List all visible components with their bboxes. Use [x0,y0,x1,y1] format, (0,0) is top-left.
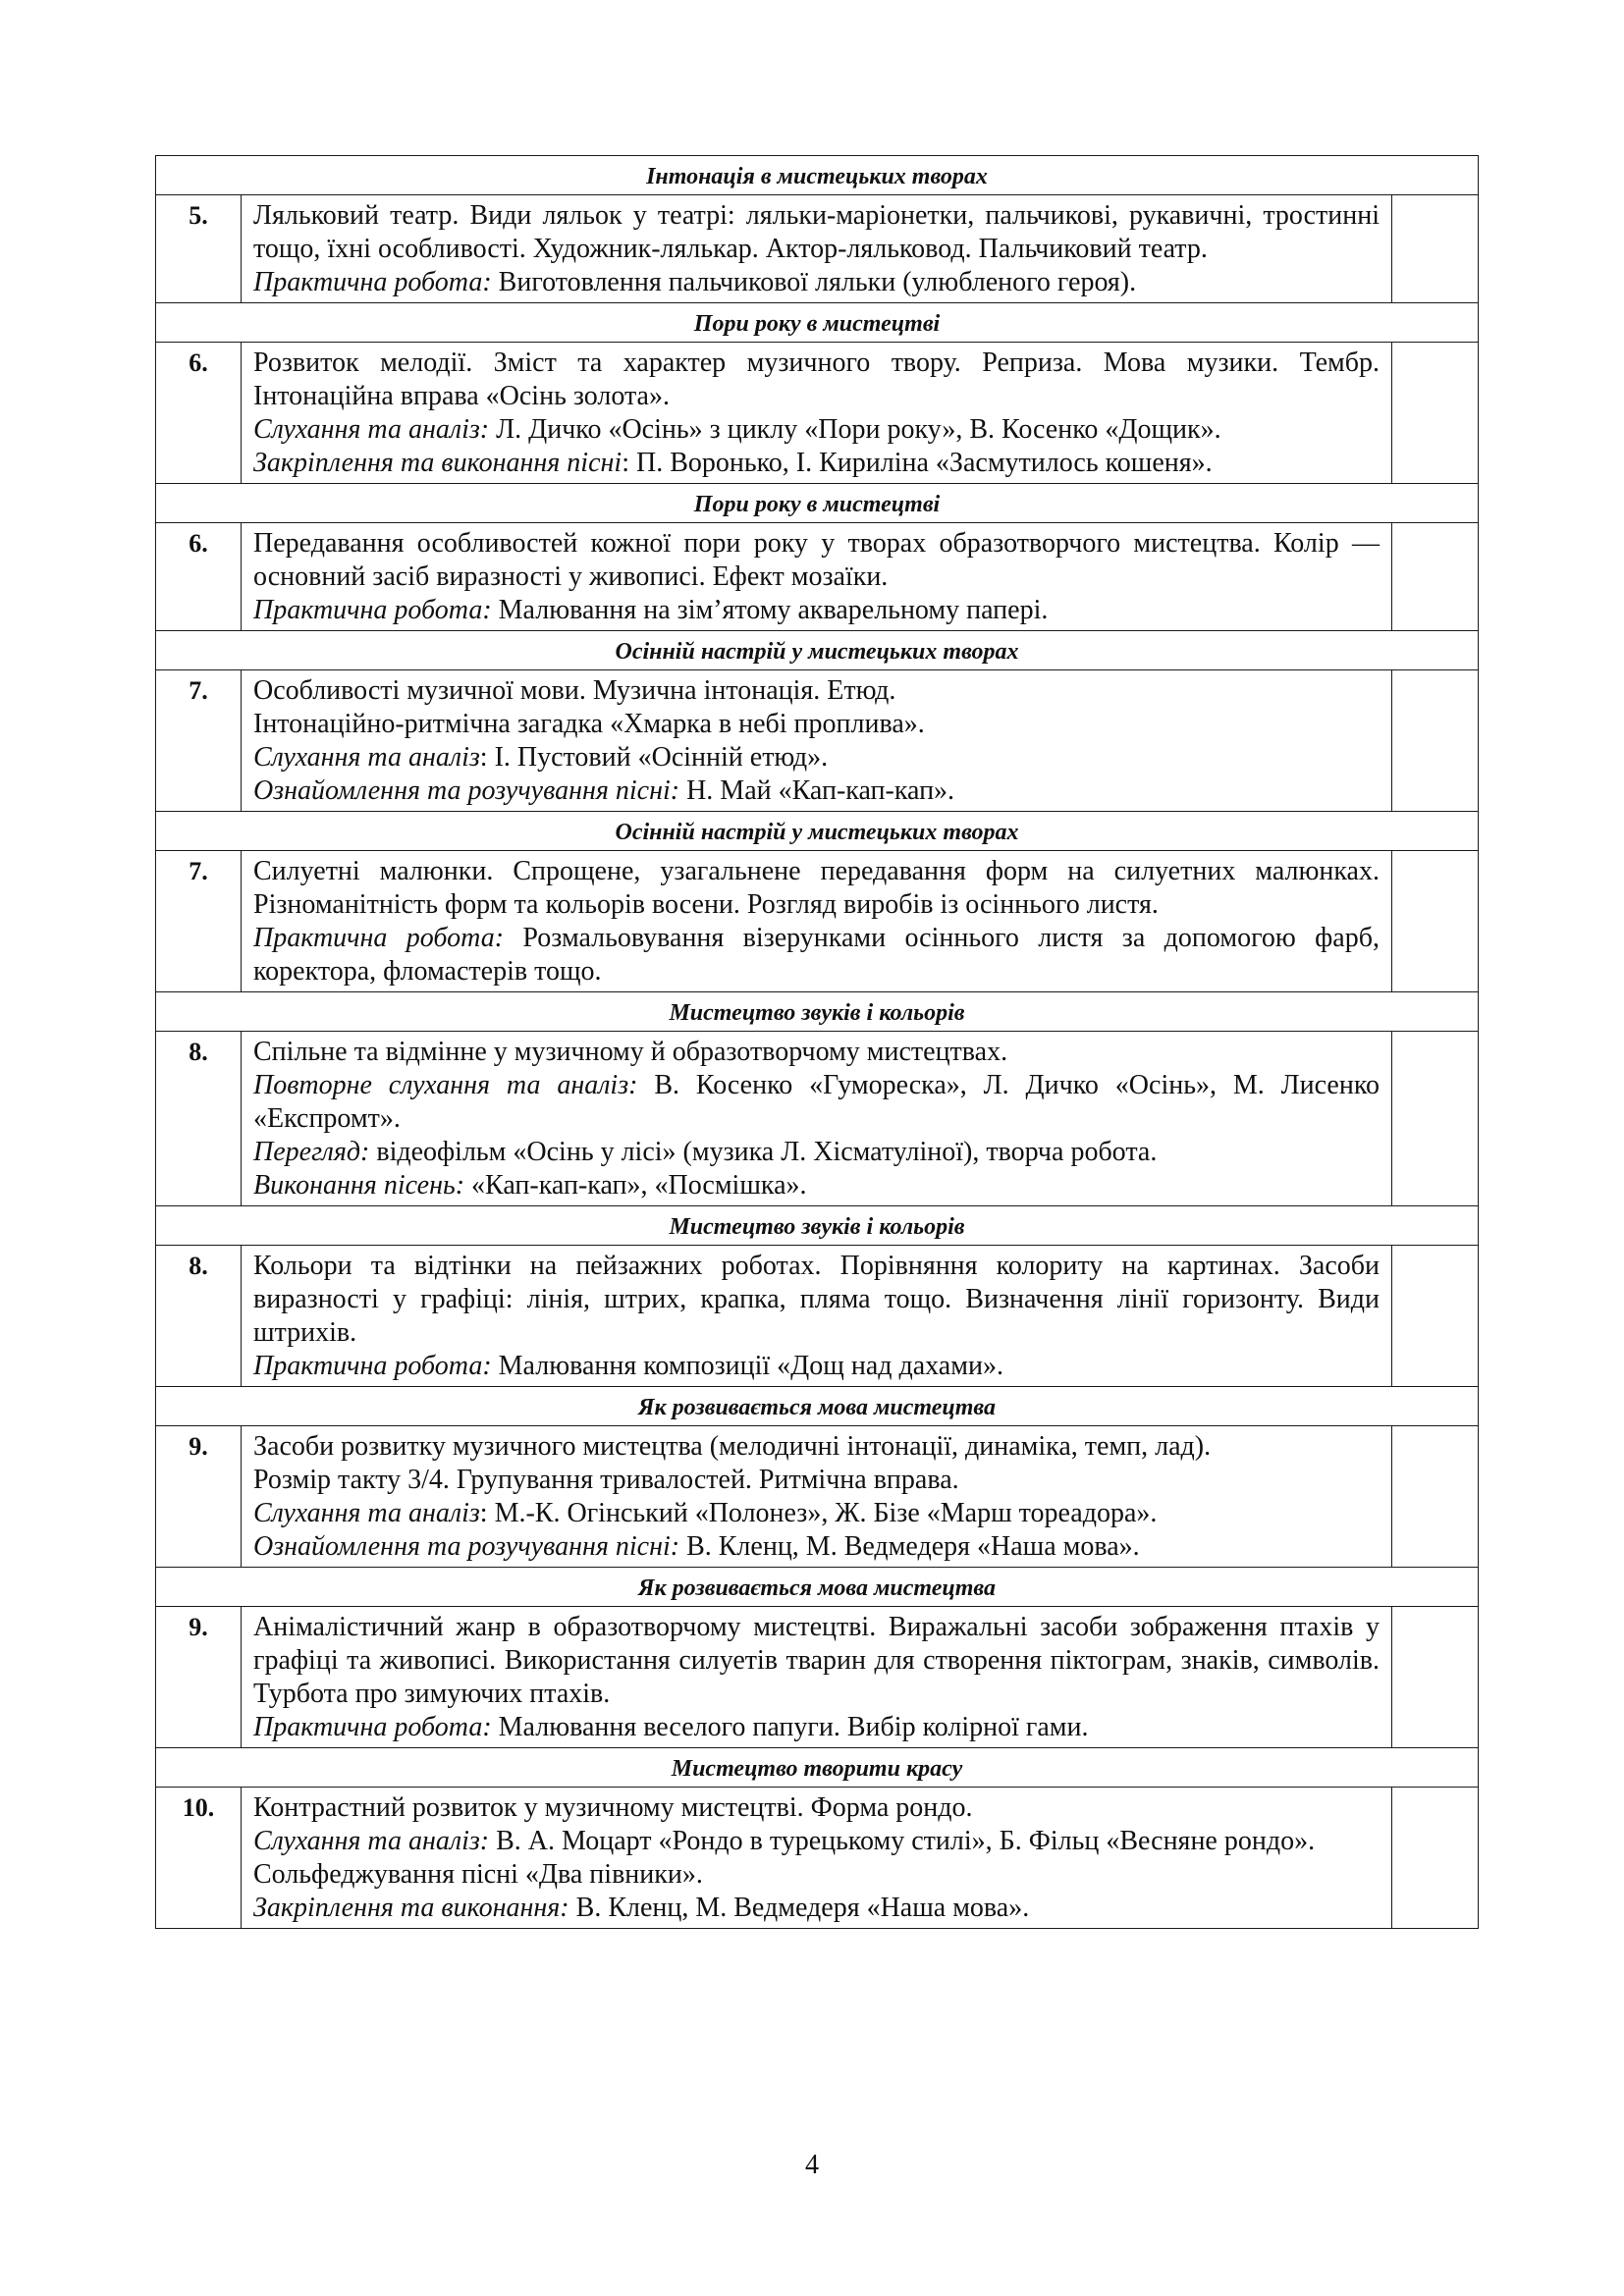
paragraph-text: Силуетні малюнки. Спрощене, узагальнене передавання форм на силуетних малюнках. Різноманітність форм та кольорів восени. Розгляд виробів із осіннього листя. [253,856,1380,920]
activity-label: Ознайомлення та розучування пісні: [253,1531,680,1562]
paragraph-text: відеофільм «Осінь у лісі» (музика Л. Хісматуліної), творча робота. [369,1137,1158,1167]
paragraph-text: Розвиток мелодії. Зміст та характер музичного твору. Реприза. Мова музики. Тембр. Інтонаційна вправа «Осінь золота». [253,347,1380,411]
paragraph-text: Розмір такту 3/4. Групування тривалостей. Ритмічна вправа. [253,1465,959,1495]
lesson-paragraph [253,1464,1380,1497]
paragraph-text: В. А. Моцарт «Рондо в турецькому стилі», Б. Фільц «Весняне рондо». [489,1826,1316,1856]
lesson-paragraph [253,741,1380,774]
section-heading-row [156,1568,1479,1607]
notes-cell [1392,1788,1479,1929]
lesson-number: 7. [156,851,242,992]
lesson-paragraph [253,1036,1380,1069]
section-heading: Осінній настрій у мистецьких творах [156,812,1479,851]
notes-cell [1392,1607,1479,1748]
lesson-paragraph [253,266,1380,299]
lesson-number: 5. [156,195,242,303]
lesson-content [242,851,1392,992]
lesson-content [242,195,1392,303]
paragraph-text: Ляльковий театр. Види ляльок у театрі: ляльки-маріонетки, пальчикові, рукавичні, тростинні тощо, їхні особливості. Художник-лялькар. Актор-ляльковод. Пальчиковий театр. [253,200,1380,264]
paragraph-text: В. Кленц, М. Ведмедеря «Наша мова». [568,1893,1030,1923]
paragraph-text: «Кап-кап-кап», «Посмішка». [464,1170,807,1201]
section-heading: Як розвивається мова мистецтва [156,1387,1479,1426]
lesson-paragraph [253,1711,1380,1744]
lesson-paragraph [253,527,1380,594]
activity-label: Практична робота: [253,1351,492,1381]
section-heading-row [156,1206,1479,1246]
section-heading: Пори року в мистецтві [156,484,1479,523]
lesson-paragraph [253,1169,1380,1202]
section-heading: Осінній настрій у мистецьких творах [156,631,1479,670]
lesson-paragraph [253,594,1380,627]
notes-cell [1392,851,1479,992]
lesson-plan-body [156,156,1479,1929]
section-heading-row [156,484,1479,523]
lesson-paragraph [253,1530,1380,1564]
activity-label: Ознайомлення та розучування пісні: [253,775,680,806]
lesson-content [242,343,1392,484]
activity-label: Практична робота: [253,1712,492,1742]
section-heading-row [156,1387,1479,1426]
lesson-paragraph [253,855,1380,922]
activity-label: Слухання та аналіз [253,1498,480,1528]
lesson-number: 6. [156,523,242,631]
activity-label: Виконання пісень: [253,1170,465,1201]
paragraph-text: Контрастний розвиток у музичному мистецтві. Форма рондо. [253,1792,973,1823]
lesson-paragraph [253,1136,1380,1169]
lesson-paragraph [253,922,1380,988]
section-heading: Мистецтво звуків і кольорів [156,1206,1479,1246]
lesson-row [156,1607,1479,1748]
paragraph-text: Передавання особливостей кожної пори року у творах образотворчого мистецтва. Колір — основний засіб виразності у живописі. Ефект мозаїки. [253,528,1380,592]
activity-label: Слухання та аналіз: [253,414,490,445]
lesson-content [242,670,1392,812]
notes-cell [1392,343,1479,484]
activity-label: Закріплення та виконання пісні [253,448,623,478]
lesson-paragraph [253,1250,1380,1350]
lesson-number: 9. [156,1607,242,1748]
paragraph-text: Кольори та відтінки на пейзажних роботах. Порівняння колориту на картинах. Засоби виразності у графіці: лінія, штрих, крапка, пляма тощо. Визначення лінії горизонту. Види штрихів. [253,1251,1380,1348]
lesson-number: 10. [156,1788,242,1929]
activity-label: Слухання та аналіз: [253,1826,490,1856]
lesson-paragraph [253,1825,1380,1858]
lesson-row [156,343,1479,484]
lesson-paragraph [253,1611,1380,1711]
paragraph-text: : І. Пустовий «Осінній етюд». [479,742,829,773]
lesson-row [156,1426,1479,1568]
activity-label: Перегляд: [253,1137,370,1167]
lesson-paragraph [253,774,1380,808]
lesson-paragraph [253,1791,1380,1825]
page-number: 4 [805,2150,819,2180]
activity-label: Практична робота: [253,923,505,953]
paragraph-text: Малювання на зім’ятому акварельному папері. [491,595,1049,625]
lesson-paragraph [253,1430,1380,1464]
paragraph-text: Особливості музичної мови. Музична інтонація. Етюд. [253,675,896,706]
lesson-number: 8. [156,1032,242,1206]
activity-label: Практична робота: [253,267,492,297]
lesson-row [156,1032,1479,1206]
lesson-plan-table [155,155,1479,1929]
lesson-number: 8. [156,1246,242,1387]
notes-cell [1392,1032,1479,1206]
lesson-row [156,851,1479,992]
lesson-paragraph [253,413,1380,447]
lesson-paragraph [253,1858,1380,1892]
paragraph-text: Анімалістичний жанр в образотворчому мистецтві. Виражальні засоби зображення птахів у графіці та живописі. Використання силуетів тварин для створення піктограм, знаків, символів. Турбота про зимуючих птахів. [253,1612,1380,1709]
lesson-content [242,1032,1392,1206]
lesson-row [156,195,1479,303]
lesson-number: 6. [156,343,242,484]
notes-cell [1392,1246,1479,1387]
section-heading-row [156,631,1479,670]
notes-cell [1392,1426,1479,1568]
notes-cell [1392,670,1479,812]
section-heading: Як розвивається мова мистецтва [156,1568,1479,1607]
paragraph-text: Спільне та відмінне у музичному й образотворчому мистецтвах. [253,1037,1008,1067]
lesson-paragraph [253,447,1380,480]
lesson-number: 7. [156,670,242,812]
section-heading: Інтонація в мистецьких творах [156,156,1479,195]
section-heading-row [156,303,1479,343]
activity-label: Повторне слухання та аналіз: [253,1070,638,1100]
lesson-content [242,1426,1392,1568]
paragraph-text: Н. Май «Кап-кап-кап». [679,775,955,806]
lesson-row [156,523,1479,631]
lesson-paragraph [253,1892,1380,1925]
lesson-content [242,1246,1392,1387]
section-heading: Мистецтво звуків і кольорів [156,992,1479,1032]
paragraph-text: Сольфеджування пісні «Два півники». [253,1859,703,1890]
section-heading: Пори року в мистецтві [156,303,1479,343]
activity-label: Практична робота: [253,595,492,625]
paragraph-text: : П. Воронько, І. Кириліна «Засмутилось кошеня». [622,448,1213,478]
paragraph-text: Малювання композиції «Дощ над дахами». [491,1351,1003,1381]
paragraph-text: Засоби розвитку музичного мистецтва (мелодичні інтонації, динаміка, темп, лад). [253,1431,1212,1462]
lesson-content [242,1788,1392,1929]
lesson-paragraph [253,1069,1380,1136]
lesson-paragraph [253,708,1380,741]
section-heading: Мистецтво творити красу [156,1748,1479,1788]
paragraph-text: Л. Дичко «Осінь» з циклу «Пори року», В. Косенко «Дощик». [489,414,1221,445]
activity-label: Закріплення та виконання: [253,1893,569,1923]
section-heading-row [156,992,1479,1032]
paragraph-text: Виготовлення пальчикової ляльки (улюбленого героя). [491,267,1137,297]
lesson-paragraph [253,1497,1380,1530]
lesson-paragraph [253,347,1380,413]
lesson-paragraph [253,199,1380,266]
lesson-row [156,1246,1479,1387]
section-heading-row [156,812,1479,851]
paragraph-text: В. Косенко «Гумореска», Л. Дичко «Осінь», М. Лисенко «Експромт». [253,1070,1380,1134]
section-heading-row [156,1748,1479,1788]
paragraph-text: Малювання веселого папуги. Вибір колірної гами. [491,1712,1089,1742]
paragraph-text: В. Кленц, М. Ведмедеря «Наша мова». [679,1531,1140,1562]
notes-cell [1392,195,1479,303]
lesson-paragraph [253,674,1380,708]
lesson-content [242,1607,1392,1748]
lesson-content [242,523,1392,631]
activity-label: Слухання та аналіз [253,742,480,773]
lesson-paragraph [253,1350,1380,1383]
lesson-number: 9. [156,1426,242,1568]
paragraph-text: : М.-К. Огінський «Полонез», Ж. Бізе «Марш тореадора». [479,1498,1158,1528]
paragraph-text: Інтонаційно-ритмічна загадка «Хмарка в небі проплива». [253,709,925,739]
lesson-row [156,1788,1479,1929]
notes-cell [1392,523,1479,631]
lesson-row [156,670,1479,812]
paragraph-text: Розмальовування візерунками осіннього листя за допомогою фарб, коректора, фломастерів тощо. [253,923,1380,987]
section-heading-row [156,156,1479,195]
